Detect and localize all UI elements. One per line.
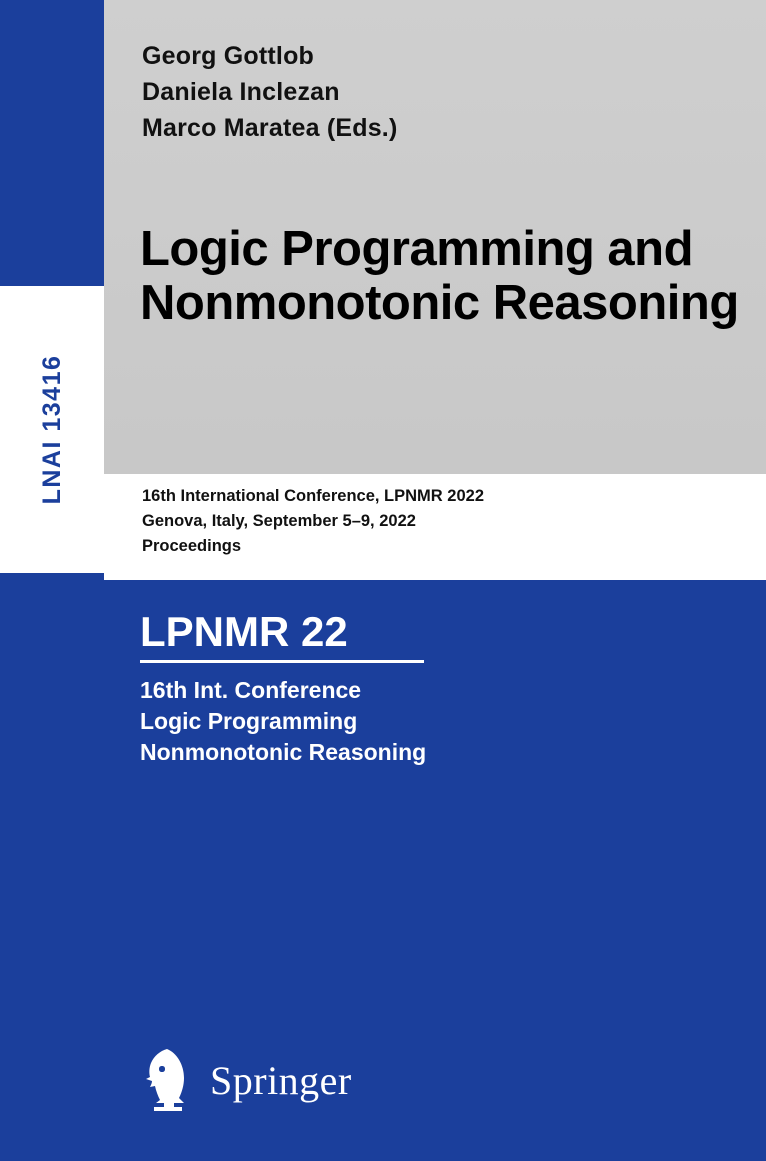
series-number-label: LNAI 13416 <box>37 354 66 505</box>
editor-name: Daniela Inclezan <box>142 78 340 106</box>
spine-band <box>0 0 104 1161</box>
book-title: Logic Programming and Nonmonotonic Reasoning <box>140 222 739 330</box>
subtitle-line-conference: 16th International Conference, LPNMR 2022 <box>142 487 484 505</box>
springer-knight-icon <box>140 1047 196 1113</box>
conference-line-edition: 16th Int. Conference <box>140 677 362 703</box>
editor-list <box>142 38 742 146</box>
publisher-name: Springer <box>210 1057 352 1103</box>
conference-line-topic-one: Logic Programming <box>140 708 358 734</box>
cover-body <box>104 0 766 1161</box>
conference-text-block <box>140 608 700 768</box>
editor-name: Marco Maratea (Eds.) <box>142 114 398 142</box>
publisher-logo <box>140 1047 352 1113</box>
conference-acronym: LPNMR 22 <box>140 608 348 655</box>
conference-panel <box>104 580 766 1161</box>
subtitle-line-type: Proceedings <box>142 537 242 555</box>
subtitle-line-location-date: Genova, Italy, September 5–9, 2022 <box>142 512 416 530</box>
conference-rule <box>140 660 424 663</box>
conference-line-topic-two: Nonmonotonic Reasoning <box>140 739 427 765</box>
editor-name: Georg Gottlob <box>142 42 315 70</box>
subtitle-block <box>142 484 742 559</box>
